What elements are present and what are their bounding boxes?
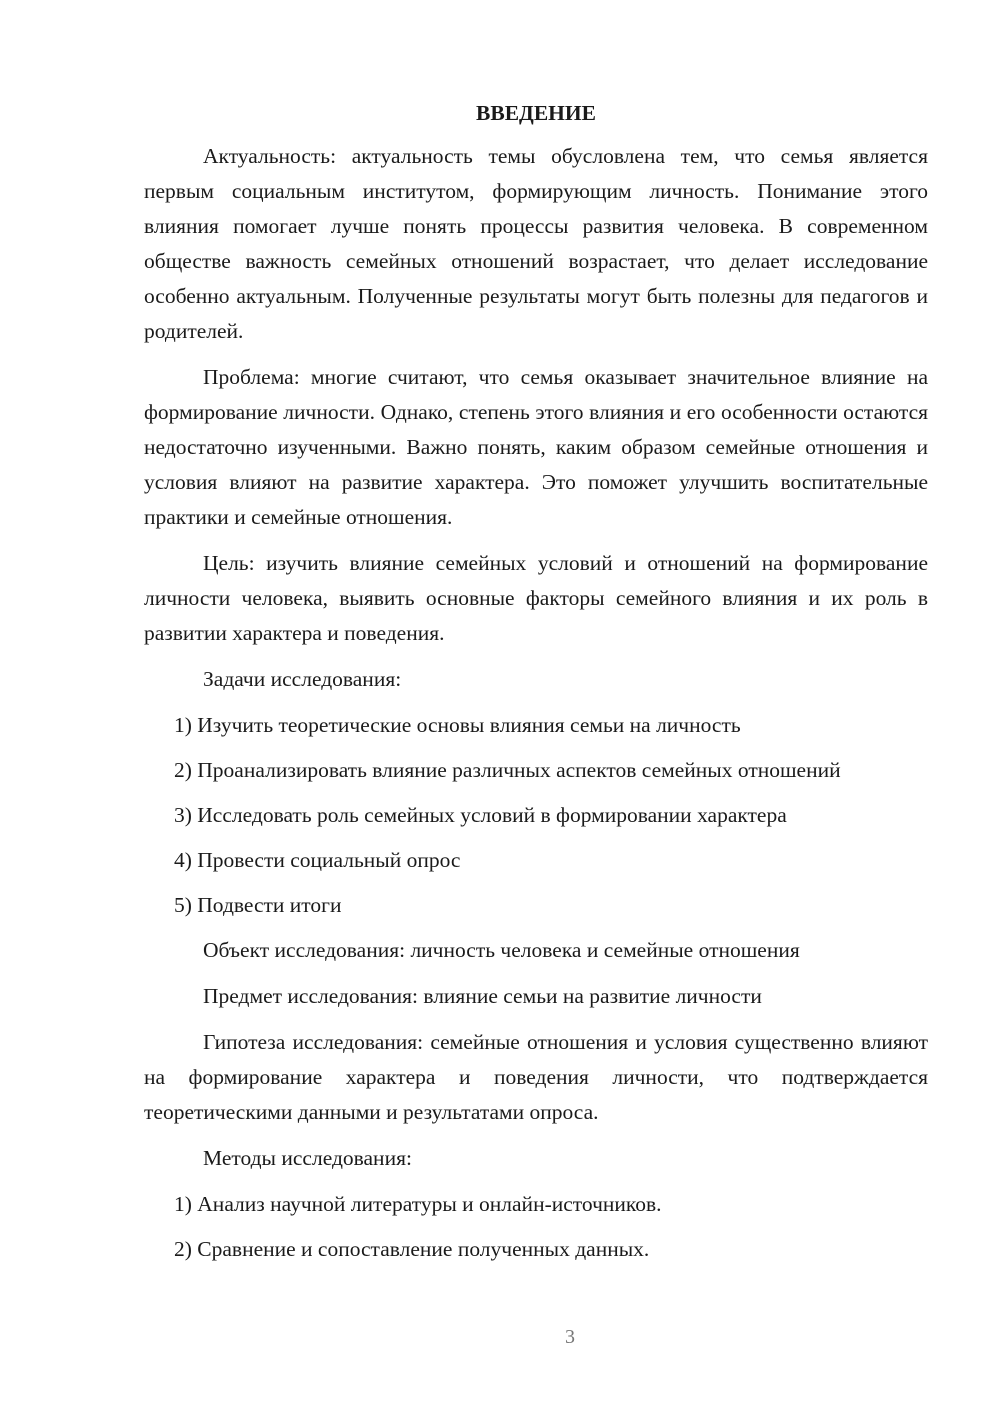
method-item: 1) Анализ научной литературы и онлайн-источников. (174, 1192, 662, 1216)
task-item: 4) Провести социальный опрос (174, 848, 461, 872)
task-item: 2) Проанализировать влияние различных аспектов семейных отношений (174, 758, 841, 782)
tasks-heading: Задачи исследования: (203, 667, 402, 691)
research-subject: Предмет исследования: влияние семьи на развитие личности (203, 984, 762, 1008)
task-item: 5) Подвести итоги (174, 893, 342, 917)
hypothesis-paragraph: Гипотеза исследования: семейные отношения и условия существенно влияют на формирование характера и поведения личности, что подтверждается теоретическими данными и результатами опроса. (144, 1030, 928, 1124)
goal-paragraph: Цель: изучить влияние семейных условий и отношений на формирование личности человека, выявить основные факторы семейного влияния и их роль в развитии характера и поведения. (144, 551, 928, 645)
methods-heading: Методы исследования: (203, 1146, 412, 1170)
problem-paragraph: Проблема: многие считают, что семья оказывает значительное влияние на формирование личности. Однако, степень этого влияния и его особенности остаются недостаточно изученными. Важно понять, каким образом семейные отношения и условия влияют на развитие характера. Это поможет улучшить воспитательные практики и семейные отношения. (144, 365, 928, 529)
method-item: 2) Сравнение и сопоставление полученных данных. (174, 1237, 650, 1261)
document-page (144, 96, 928, 1277)
page-title: ВВЕДЕНИЕ (476, 101, 596, 125)
relevance-paragraph: Актуальность: актуальность темы обусловлена тем, что семья является первым социальным институтом, формирующим личность. Понимание этого влияния помогает лучше понять процессы развития человека. В современном обществе важность семейных отношений возрастает, что делает исследование особенно актуальным. Полученные результаты могут быть полезны для педагогов и родителей. (144, 144, 928, 343)
task-item: 1) Изучить теоретические основы влияния семьи на личность (174, 713, 741, 737)
research-object: Объект исследования: личность человека и семейные отношения (203, 938, 800, 962)
page-number: 3 (565, 1326, 575, 1348)
task-item: 3) Исследовать роль семейных условий в формировании характера (174, 803, 787, 827)
